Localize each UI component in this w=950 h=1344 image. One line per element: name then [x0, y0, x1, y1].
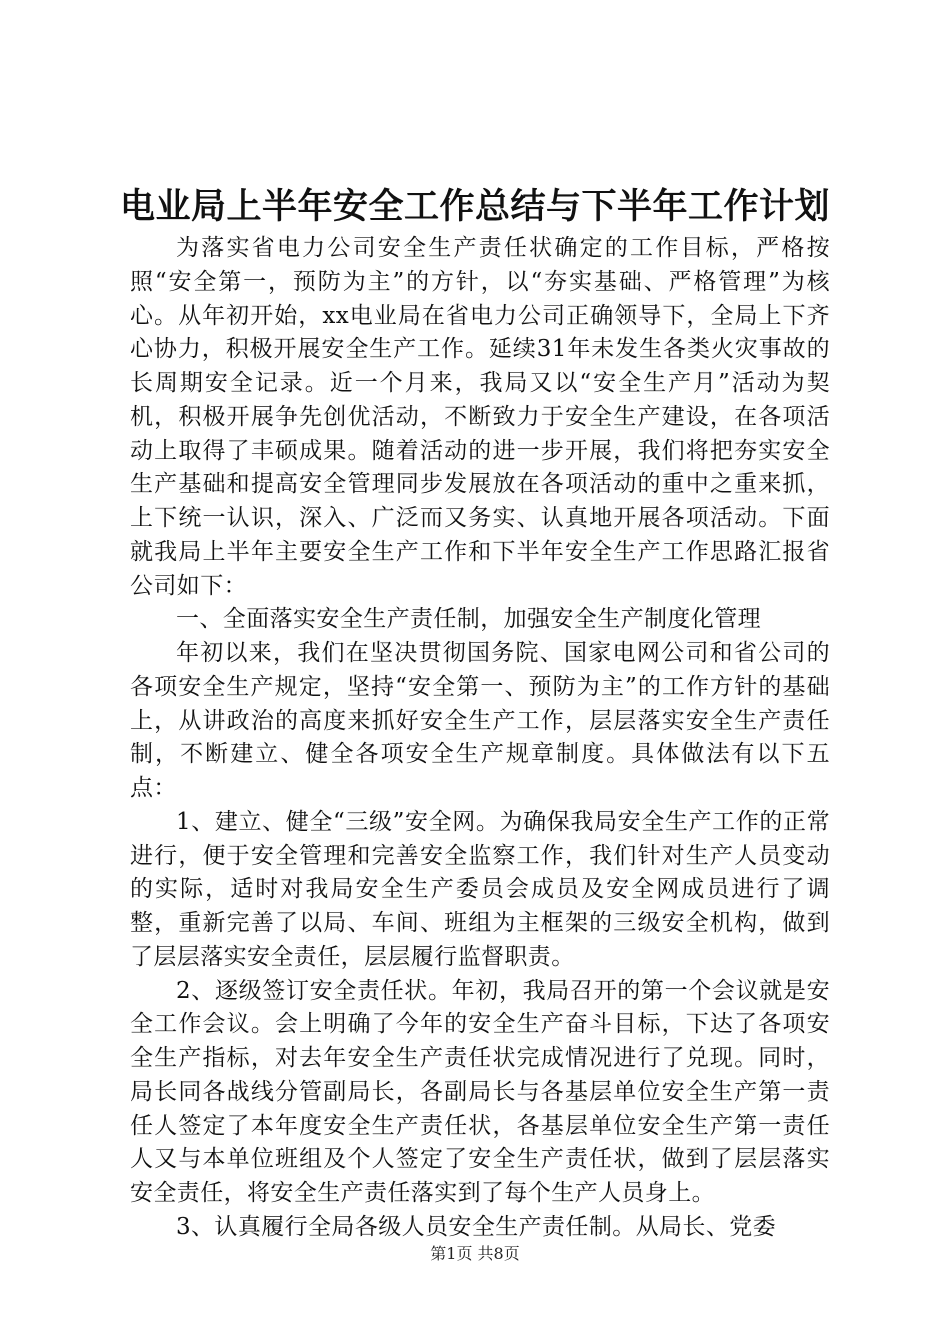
section-heading: 一、全面落实安全生产责任制，加强安全生产制度化管理 [176, 606, 761, 633]
document-body [130, 232, 830, 1245]
document-title: 电业局上半年安全工作总结与下半年工作计划 [119, 187, 830, 227]
section-paragraph: 年初以来，我们在坚决贯彻国务院、国家电网公司和省公司的各项安全生产规定，坚持“安全第一、预防为主”的工作方针的基础上，从讲政治的高度来抓好安全生产工作，层层落实安全生产责任制，不断建立、健全各项安全生产规章制度。具体做法有以下五点： [130, 640, 830, 801]
list-item-paragraph: 1、建立、健全“三级”安全网。为确保我局安全生产工作的正常进行，便于安全管理和完善安全监察工作，我们针对生产人员变动的实际，适时对我局安全生产委员会成员及安全网成员进行了调整，重新完善了以局、车间、班组为主框架的三级安全机构，做到了层层落实安全责任，层层履行监督职责。 [130, 808, 830, 970]
page-footer: 第1页 共8页 [430, 1244, 520, 1263]
list-item-paragraph: 3、认真履行全局各级人员安全生产责任制。从局长、党委 [176, 1213, 777, 1240]
list-item-paragraph: 2、逐级签订安全责任状。年初，我局召开的第一个会议就是安全工作会议。会上明确了今年的安全生产奋斗目标，下达了各项安全生产指标，对去年安全生产责任状完成情况进行了兑现。同时，局长同各战线分管副局长，各副局长与各基层单位安全生产第一责任人签定了本年度安全生产责任状，各基层单位安全生产第一责任人又与本单位班组及个人签定了安全生产责任状，做到了层层落实安全责任，将安全生产责任落实到了每个生产人员身上。 [130, 977, 830, 1206]
intro-paragraph: 为落实省电力公司安全生产责任状确定的工作目标，严格按照“安全第一，预防为主”的方针，以“夯实基础、严格管理”为核心。从年初开始，xx电业局在省电力公司正确领导下，全局上下齐心协力，积极开展安全生产工作。延续31年未发生各类火灾事故的长周期安全记录。近一个月来，我局又以“安全生产月”活动为契机，积极开展争先创优活动，不断致力于安全生产建设，在各项活动上取得了丰硕成果。随着活动的进一步开展，我们将把夯实安全生产基础和提高安全管理同步发展放在各项活动的重中之重来抓，上下统一认识，深入、广泛而又务实、认真地开展各项活动。下面就我局上半年主要安全生产工作和下半年安全生产工作思路汇报省公司如下： [130, 235, 830, 599]
